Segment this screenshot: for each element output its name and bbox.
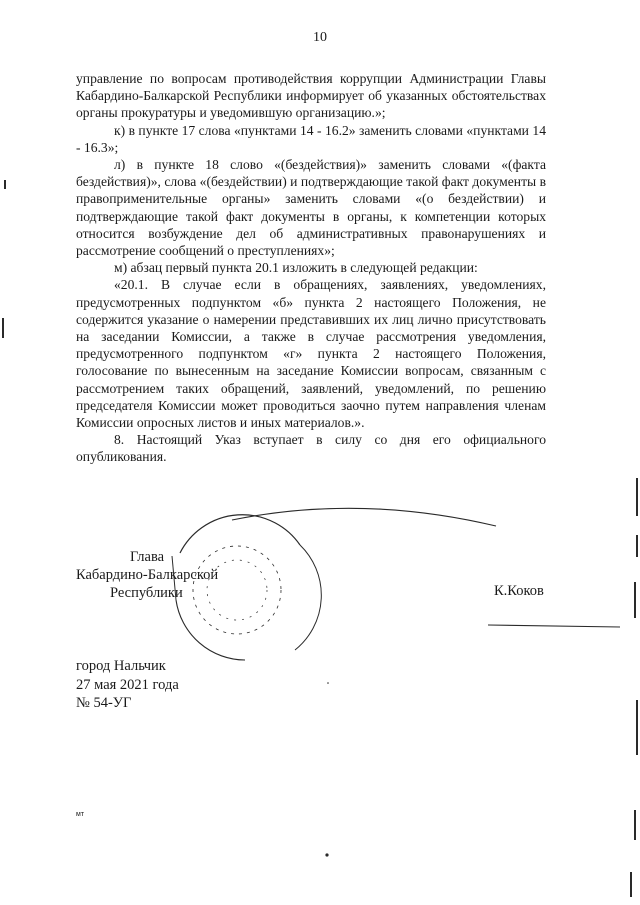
place: город Нальчик [76, 658, 166, 674]
paragraph: к) в пункте 17 слова «пунктами 14 - 16.2» заменить словами «пунктами 14 - 16.3»; [76, 122, 546, 155]
paragraph: л) в пункте 18 слово «(бездействия)» заменить словами «(факта бездействия)», слова «(бездействии) и подтверждающие такой факт документы в правоприменительные органы» заменить словами «(о бездействии) и подтверждающие такой факт документы в органы, к компетенции которых относится возбуждение дел об административных правонарушениях и рассмотрение сообщений о преступлениях»; [76, 157, 546, 259]
place-date-block [76, 657, 179, 713]
signature-title-line: Республики [110, 585, 183, 601]
signatory-name: К.Коков [494, 583, 544, 599]
date: 27 мая 2021 года [76, 676, 179, 693]
paragraph: управление по вопросам противодействия коррупции Администрации Главы Кабардино-Балкарской Республики информирует об указанных обстоятельствах органы прокуратуры и уведомившую организацию.»; [76, 71, 546, 121]
page-number: 10 [313, 30, 327, 45]
footer-mark: мт [76, 811, 85, 818]
decree-number: № 54-УГ [76, 695, 132, 711]
paragraph: м) абзац первый пункта 20.1 изложить в следующей редакции: [114, 260, 478, 276]
paragraph: 8. Настоящий Указ вступает в силу со дня его официального опубликования. [76, 432, 546, 465]
signature-title [76, 548, 218, 602]
signature-title-line: Глава [130, 549, 165, 565]
signature-title-line: Кабардино-Балкарской [76, 567, 219, 583]
paragraph: «20.1. В случае если в обращениях, заявлениях, уведомлениях, предусмотренных подпунктом «б» пункта 2 настоящего Положения, не содержится указание о намерении представивших их лиц лично присутствовать на заседании Комиссии, а также в случае рассмотрения уведомления, предусмотренного подпунктом «г» пункта 2 настоящего Положения, голосование по вынесенным на заседание Комиссии вопросам, связанным с рассмотрением таких обращений, заявлений, уведомлений, по решению председателя Комиссии может проводиться заочно путем направления членам Комиссии опросных листов и иных материалов.». [76, 277, 546, 431]
